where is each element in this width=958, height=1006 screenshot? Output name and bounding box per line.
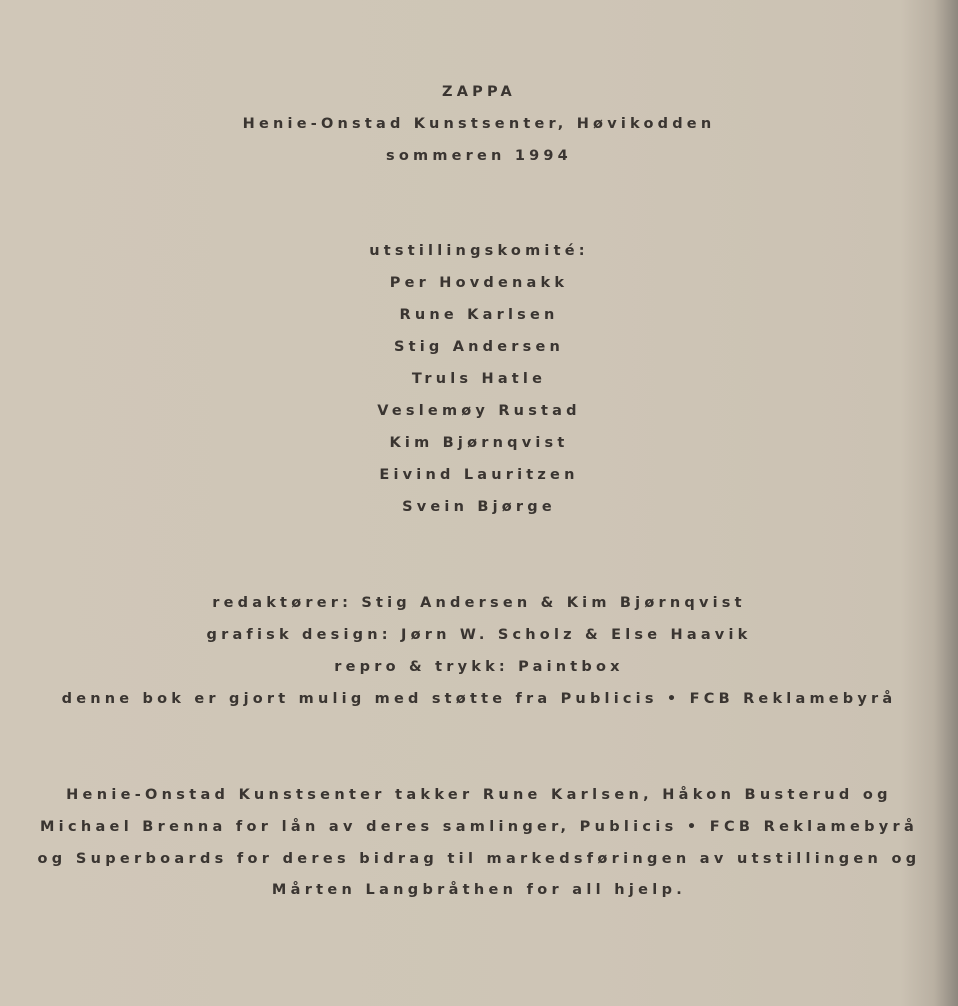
thanks-line: og Superboards for deres bidrag til markedsføringen av utstillingen og xyxy=(37,851,921,867)
season-line: sommeren 1994 xyxy=(386,148,572,164)
thanks-line: Mårten Langbråthen for all hjelp. xyxy=(271,882,687,898)
committee-member: Svein Bjørge xyxy=(402,499,556,515)
committee-member: Per Hovdenakk xyxy=(389,275,569,291)
committee-member: Eivind Lauritzen xyxy=(379,467,579,483)
committee-heading: utstillingskomité: xyxy=(369,243,589,259)
committee-member: Rune Karlsen xyxy=(399,307,559,323)
committee-member: Stig Andersen xyxy=(393,339,565,355)
support-credit: denne bok er gjort mulig med støtte fra Publicis • FCB Reklamebyrå xyxy=(61,691,897,707)
committee-member: Veslemøy Rustad xyxy=(377,403,581,419)
design-credit: grafisk design: Jørn W. Scholz & Else Haavik xyxy=(206,627,752,643)
committee-member: Truls Hatle xyxy=(411,371,547,387)
thanks-line: Henie-Onstad Kunstsenter takker Rune Karlsen, Håkon Busterud og xyxy=(66,787,892,803)
editors-credit: redaktører: Stig Andersen & Kim Bjørnqvist xyxy=(212,595,746,611)
exhibition-title: ZAPPA xyxy=(442,84,516,100)
venue-line: Henie-Onstad Kunstsenter, Høvikodden xyxy=(242,116,716,132)
thanks-line: Michael Brenna for lån av deres samlinger, Publicis • FCB Reklamebyrå xyxy=(39,819,919,835)
committee-member: Kim Bjørnqvist xyxy=(389,435,569,451)
print-credit: repro & trykk: Paintbox xyxy=(334,659,624,675)
